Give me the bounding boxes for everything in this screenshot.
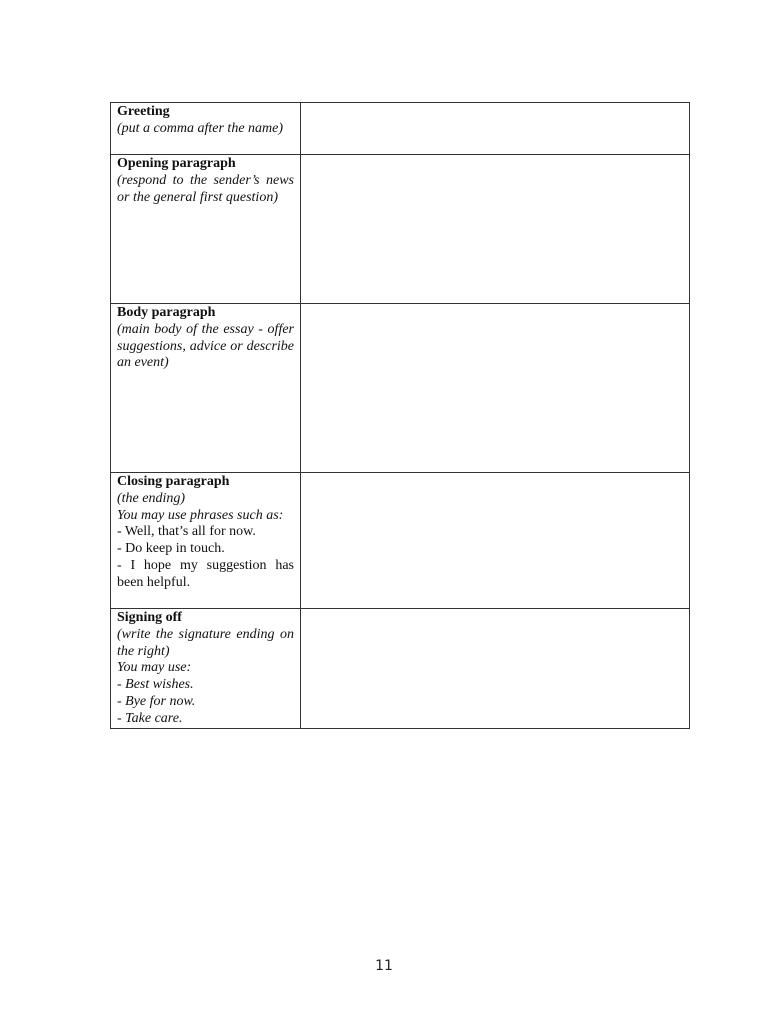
row-note-body: (main body of the essay - offer suggestions, advice or describe an event) — [117, 321, 294, 371]
signoff-phrase-1: - Best wishes. — [117, 677, 194, 693]
label-cell-greeting — [111, 103, 301, 155]
answer-cell-closing[interactable] — [301, 473, 690, 609]
letter-structure-table — [110, 102, 690, 729]
row-note-opening: (respond to the sender’s news or the general first question) — [117, 172, 294, 205]
table-row-signing — [111, 609, 690, 729]
row-note-closing-1: (the ending) — [117, 490, 186, 506]
table-row-closing — [111, 473, 690, 609]
row-heading-greeting: Greeting — [117, 104, 170, 119]
signoff-phrase-2: - Bye for now. — [117, 693, 196, 709]
label-cell-signing — [111, 609, 301, 729]
answer-cell-greeting[interactable] — [301, 103, 690, 155]
table-row-body — [111, 304, 690, 473]
answer-cell-opening[interactable] — [301, 155, 690, 304]
row-note-greeting: (put a comma after the name) — [117, 120, 284, 136]
label-cell-opening — [111, 155, 301, 304]
answer-cell-body[interactable] — [301, 304, 690, 473]
table-row-greeting — [111, 103, 690, 155]
row-note-signing-2: You may use: — [117, 660, 192, 676]
label-cell-closing — [111, 473, 301, 609]
row-heading-closing: Closing paragraph — [117, 474, 230, 489]
signoff-phrase-3: - Take care. — [117, 710, 183, 726]
answer-cell-signing[interactable] — [301, 609, 690, 729]
row-heading-body: Body paragraph — [117, 305, 216, 320]
row-note-signing-1: (write the signature ending on the right) — [117, 626, 294, 659]
page-number: 11 — [375, 958, 393, 974]
row-heading-signing: Signing off — [117, 610, 182, 625]
row-heading-opening: Opening paragraph — [117, 156, 236, 171]
closing-phrase-3: - I hope my suggestion has been helpful. — [117, 557, 294, 590]
closing-phrase-1: - Well, that’s all for now. — [117, 524, 256, 540]
row-note-closing-2: You may use phrases such as: — [117, 507, 284, 523]
table-row-opening — [111, 155, 690, 304]
label-cell-body — [111, 304, 301, 473]
closing-phrase-2: - Do keep in touch. — [117, 541, 225, 557]
